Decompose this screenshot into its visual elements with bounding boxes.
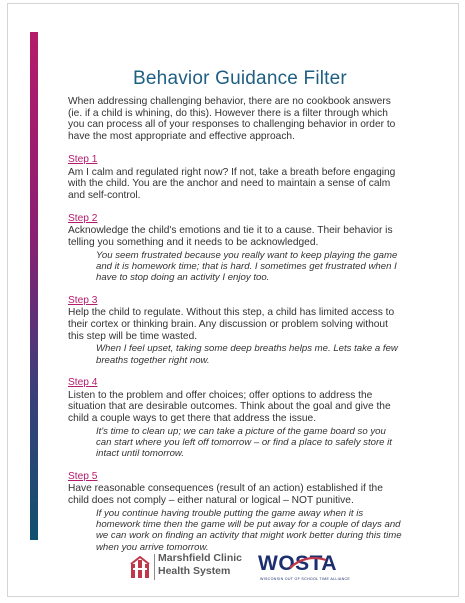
step-3-heading: Step 3 (68, 294, 98, 306)
step-2-heading: Step 2 (68, 212, 98, 224)
step-5-text: Have reasonable consequences (result of an action) established if the child does not comply – either natural or logical – NOT punitive. (68, 483, 383, 507)
marshfield-wordmark (158, 552, 242, 577)
wosta-wordmark: WOSTA (258, 552, 338, 575)
step-3 (68, 295, 403, 366)
wosta-tagline: WISCONSIN OUT OF SCHOOL TIME ALLIANCE (260, 577, 351, 581)
marshfield-clinic-logo (130, 552, 250, 582)
document-body (68, 96, 403, 553)
step-4-example: It's time to clean up; we can take a picture of the game board so you can start where you left off tomorrow – or find a place to safely store it intact until tomorrow. (96, 425, 392, 460)
step-3-example: When I feel upset, taking some deep breaths helps me. Lets take a few breaths together right now. (96, 343, 398, 366)
decorative-side-bar (30, 32, 38, 540)
step-1 (68, 154, 403, 202)
step-1-text: Am I calm and regulated right now? If not, take a breath before engaging with the child. You are the anchor and need to maintain a sense of calm and self-control. (68, 166, 396, 201)
marshfield-divider (154, 554, 155, 580)
intro-paragraph: When addressing challenging behavior, there are no cookbook answers (ie. if a child is whining, do this). However there is a filter through which you can process all of your responses to challenging behavior in order to have the most appropriate and effective approach. (68, 96, 396, 143)
step-5-example: If you continue having trouble putting the game away when it is homework time then the game will be put away for a couple of days and we can work on finding an activity that might work better during this time when you arrive tomorrow. (96, 507, 402, 553)
marshfield-line-1: Marshfield Clinic (158, 552, 243, 564)
step-5-heading: Step 5 (68, 470, 98, 482)
footer-logos (130, 550, 360, 584)
step-4 (68, 377, 403, 460)
marshfield-caduceus-icon (130, 556, 150, 578)
document-title: Behavior Guidance Filter (133, 67, 347, 89)
step-2-example: You seem frustrated because you really want to keep playing the game and it is homework time; that is hard. I sometimes get frustrated when I have to stop doing an activity I enjoy too. (96, 249, 398, 284)
wosta-logo (258, 550, 358, 584)
step-3-text: Help the child to regulate. Without this step, a child has limited access to their cortex or thinking brain. Any discussion or problem solving without this step will be time wasted. (68, 307, 395, 342)
step-2-text: Acknowledge the child's emotions and tie it to a cause. Their behavior is telling you something and it needs to be acknowledged. (68, 225, 393, 249)
marshfield-line-2: Health System (158, 564, 231, 577)
step-4-text: Listen to the problem and offer choices; offer options to address the situation that are desirable outcomes. Think about the goal and give the child a couple ways to get there that address the issue. (68, 389, 391, 425)
step-5 (68, 471, 403, 553)
step-2 (68, 213, 403, 284)
step-4-heading: Step 4 (68, 377, 98, 389)
wosta-swoosh-icon (288, 556, 328, 570)
step-1-heading: Step 1 (68, 153, 98, 165)
